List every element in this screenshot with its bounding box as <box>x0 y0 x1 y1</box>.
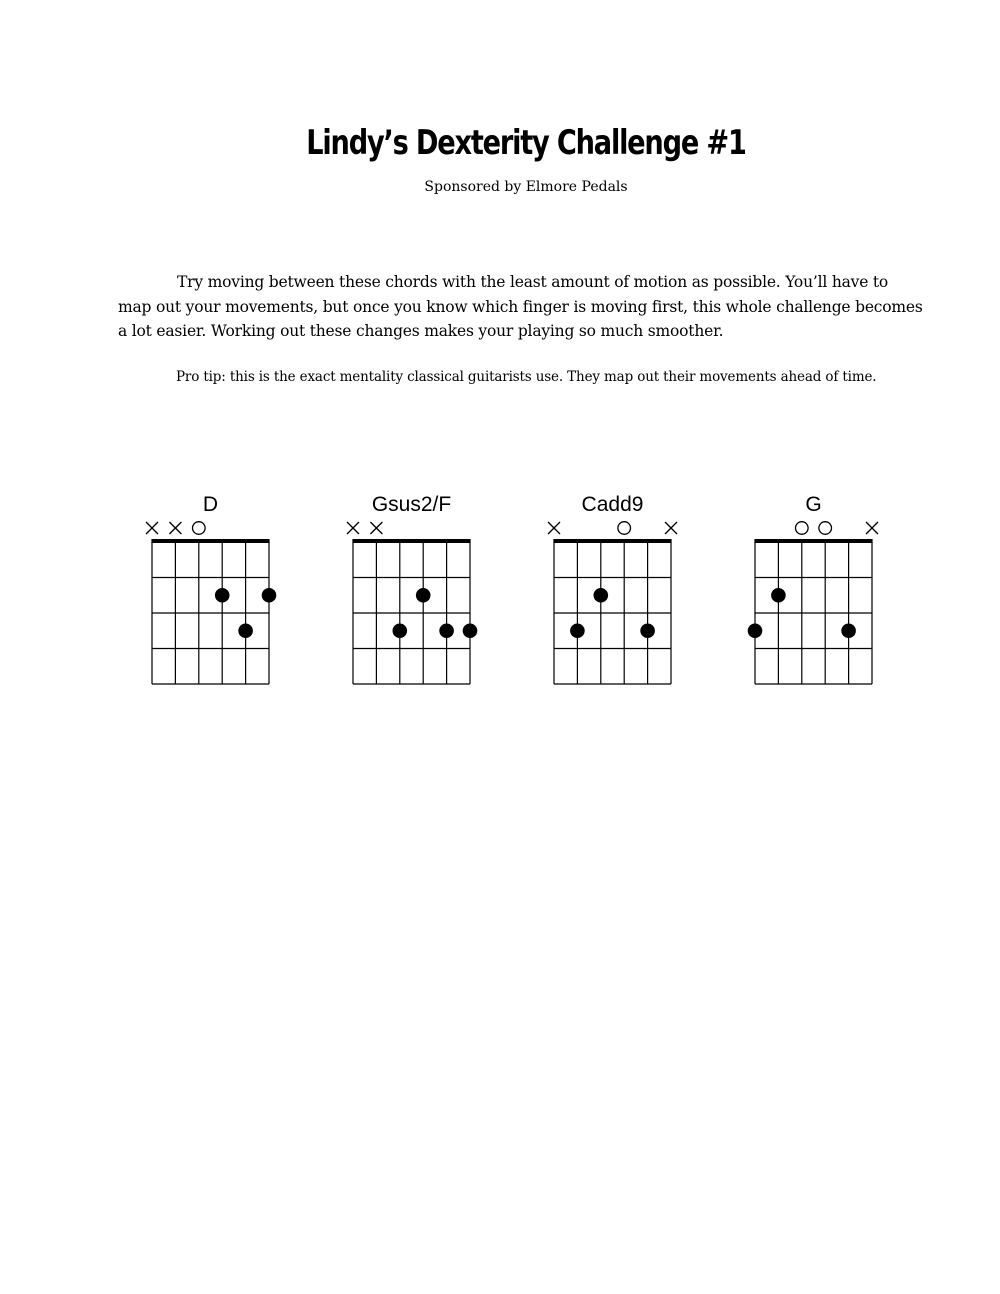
open-string-marker <box>819 522 832 535</box>
finger-dot <box>771 588 786 603</box>
finger-dot <box>570 623 585 638</box>
finger-dot <box>238 623 253 638</box>
open-string-marker <box>796 522 809 535</box>
muted-string-marker <box>866 522 878 534</box>
muted-string-marker <box>665 522 677 534</box>
chord-nut <box>151 539 269 543</box>
muted-string-marker <box>169 522 181 534</box>
chord-name: D <box>202 493 219 516</box>
document-title: Lindy’s Dexterity Challenge #1 <box>306 123 746 163</box>
finger-dot <box>748 623 763 638</box>
finger-dot <box>215 588 230 603</box>
finger-dot <box>439 623 454 638</box>
muted-string-marker <box>370 522 382 534</box>
muted-string-marker <box>347 522 359 534</box>
chord-nut <box>553 539 671 543</box>
intro-paragraph: Try moving between these chords with the least amount of motion as possible. You’ll have to map out your movements, but once you know which finger is moving first, this whole challenge becomes a lot easier. Working out these changes makes your playing so much smoother. <box>118 273 923 340</box>
chord-name: Cadd9 <box>581 493 644 516</box>
chord-diagrams <box>0 480 1000 700</box>
finger-dot <box>640 623 655 638</box>
finger-dot <box>262 588 277 603</box>
chord-diagram <box>748 493 878 684</box>
chord-nut <box>754 539 872 543</box>
open-string-marker <box>193 522 206 535</box>
finger-dot <box>594 588 609 603</box>
chord-diagram <box>548 493 677 684</box>
open-string-marker <box>618 522 631 535</box>
document-subtitle: Sponsored by Elmore Pedals <box>424 179 628 195</box>
muted-string-marker <box>548 522 560 534</box>
chord-name: Gsus2/F <box>371 493 452 516</box>
finger-dot <box>416 588 431 603</box>
finger-dot <box>463 623 478 638</box>
chord-name: G <box>805 493 822 516</box>
chord-diagram <box>347 493 477 684</box>
pro-tip: Pro tip: this is the exact mentality classical guitarists use. They map out their movements ahead of time. <box>176 369 877 385</box>
muted-string-marker <box>146 522 158 534</box>
chord-diagram <box>146 493 276 684</box>
chord-nut <box>352 539 470 543</box>
finger-dot <box>393 623 408 638</box>
finger-dot <box>841 623 856 638</box>
